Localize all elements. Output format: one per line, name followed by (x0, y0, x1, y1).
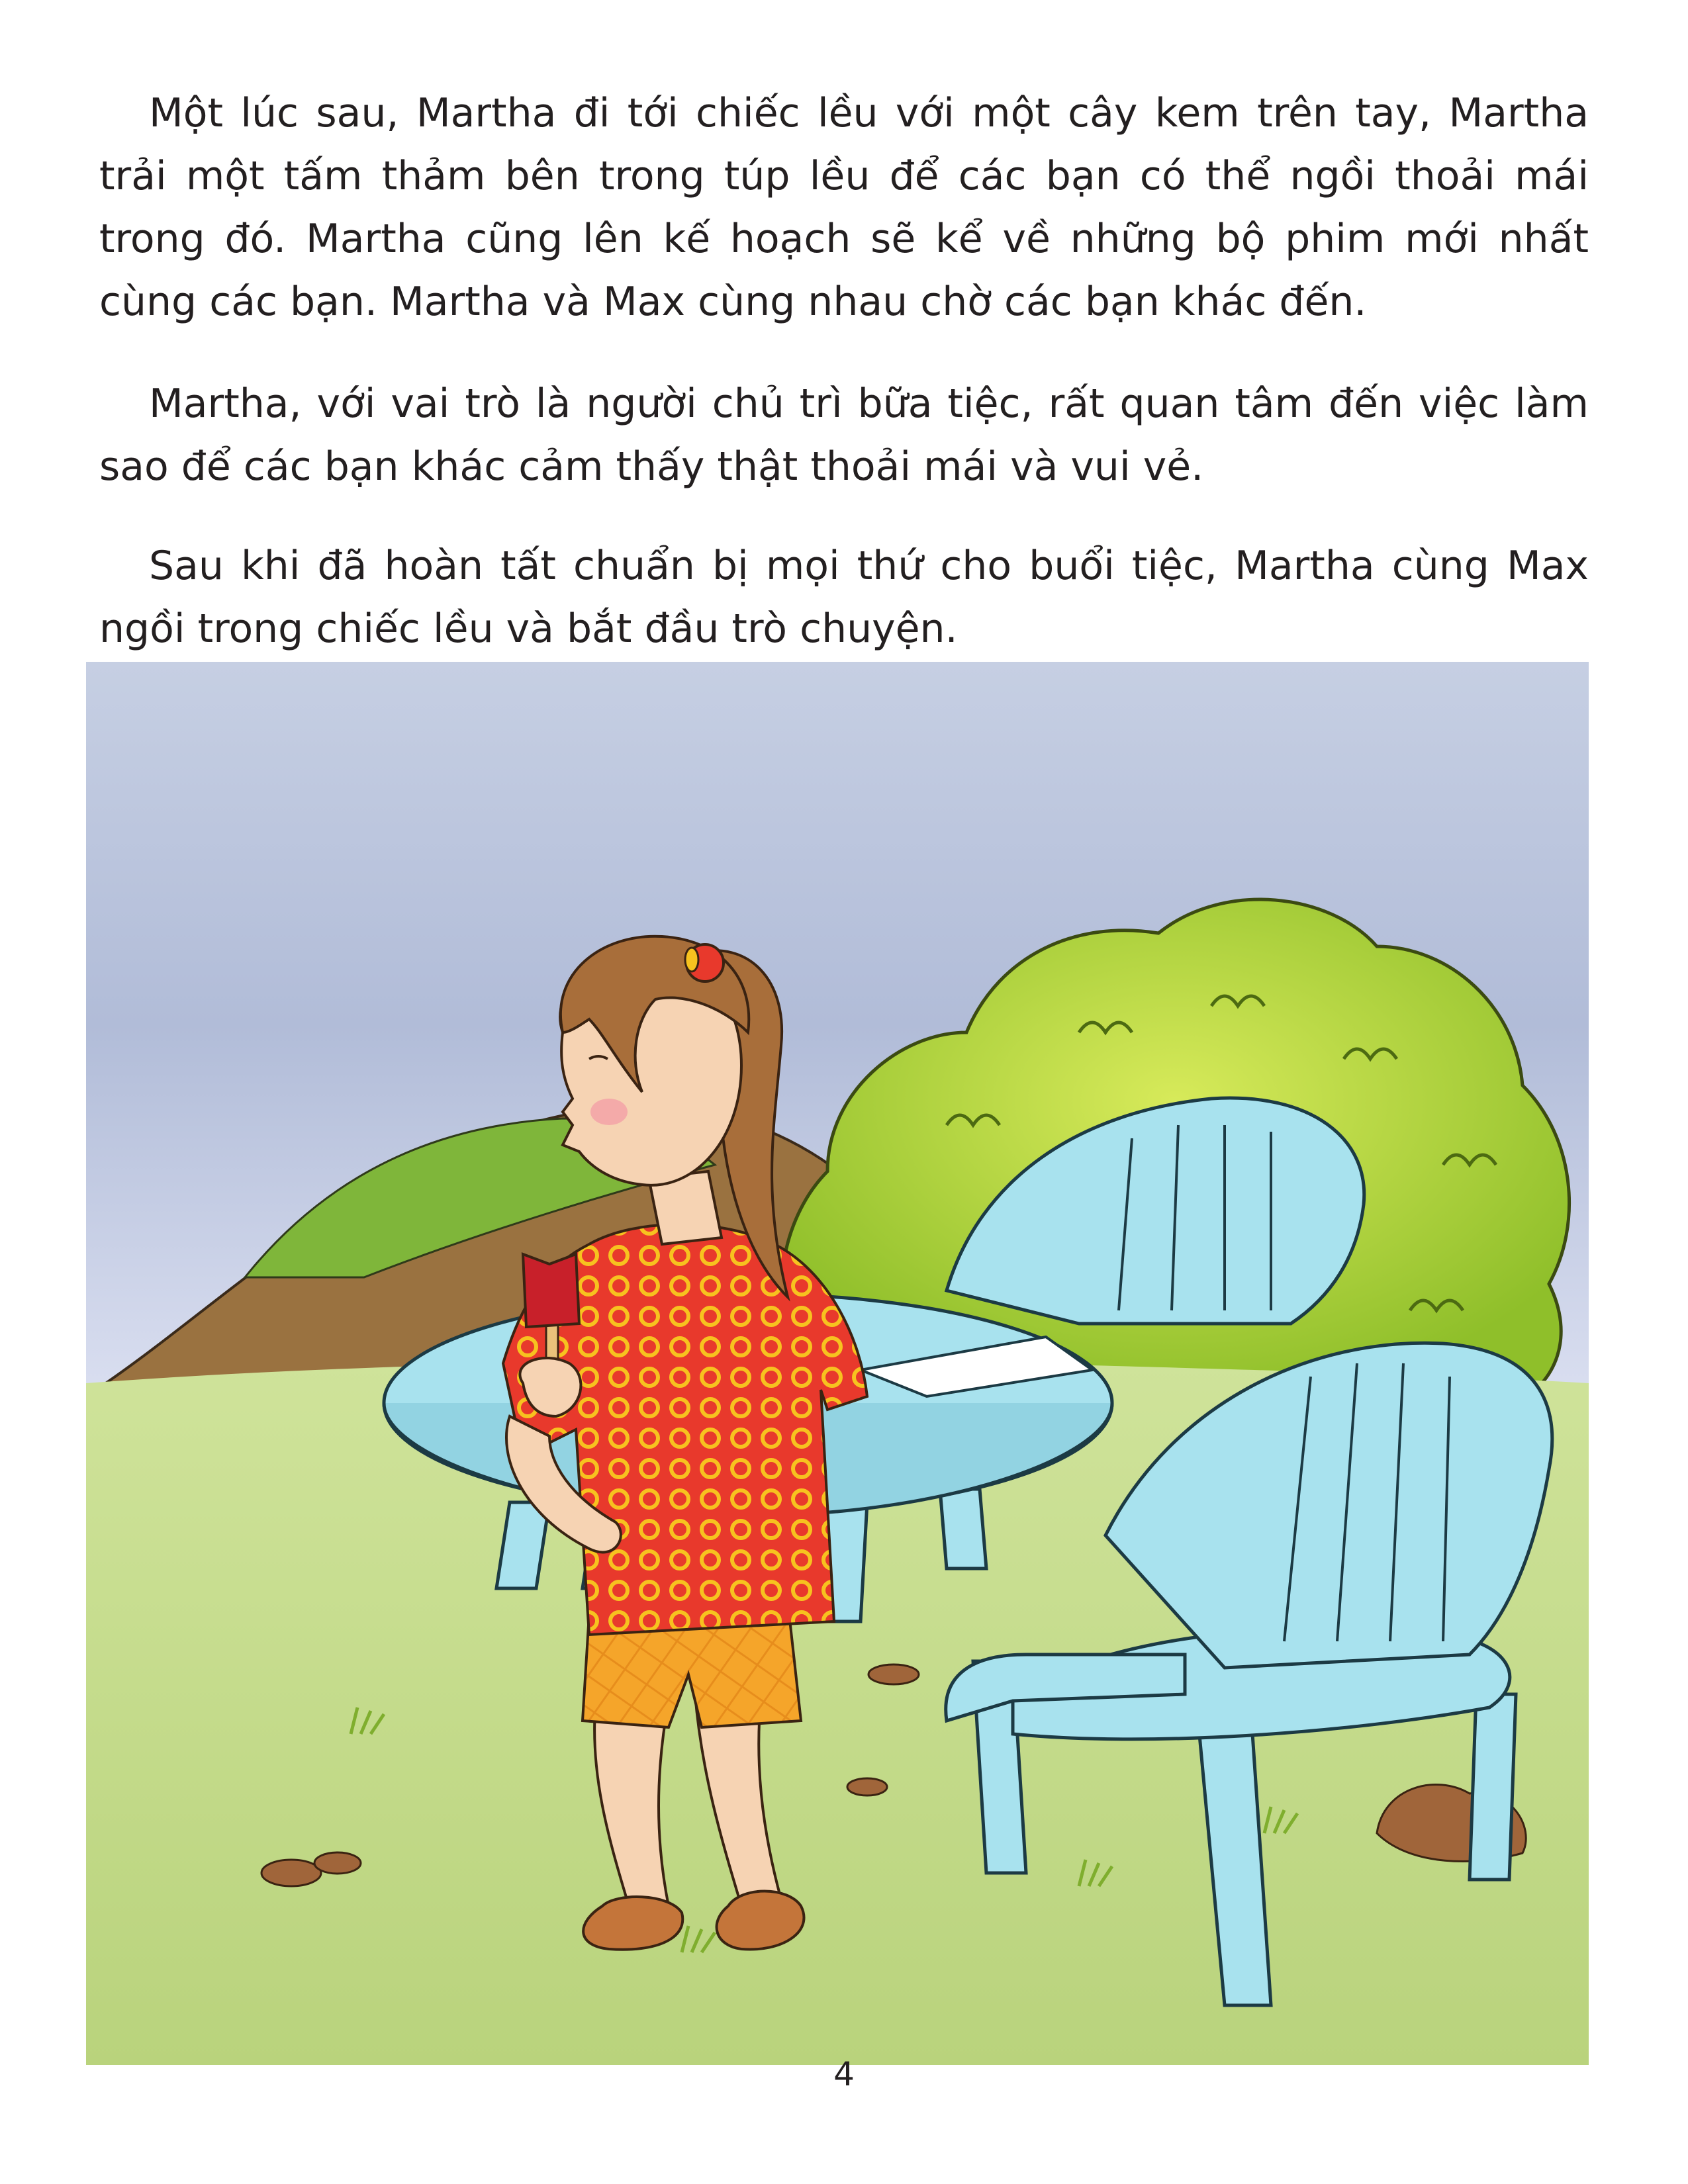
story-illustration (86, 662, 1589, 2065)
story-paragraph-3: Sau khi đã hoàn tất chuẩn bị mọi thứ cho buổi tiệc, Martha cùng Max ngồi trong chiếc lều và bắt đầu trò chuyện. (99, 543, 1589, 652)
story-paragraph-1: Một lúc sau, Martha đi tới chiếc lều với một cây kem trên tay, Martha trải một tấm thảm bên trong túp lều để các bạn có thể ngồi thoải mái trong đó. Martha cũng lên kế hoạch sẽ kể về những bộ phim mới nhất cùng các bạn. Martha và Max cùng nhau chờ các bạn khác đến. (99, 90, 1589, 325)
popsicle (523, 1254, 579, 1327)
story-paragraph-2: Martha, với vai trò là người chủ trì bữa tiệc, rất quan tâm đến việc làm sao để các bạn khác cảm thấy thật thoải mái và vui vẻ. (99, 381, 1589, 490)
page-number: 4 (833, 2055, 855, 2093)
